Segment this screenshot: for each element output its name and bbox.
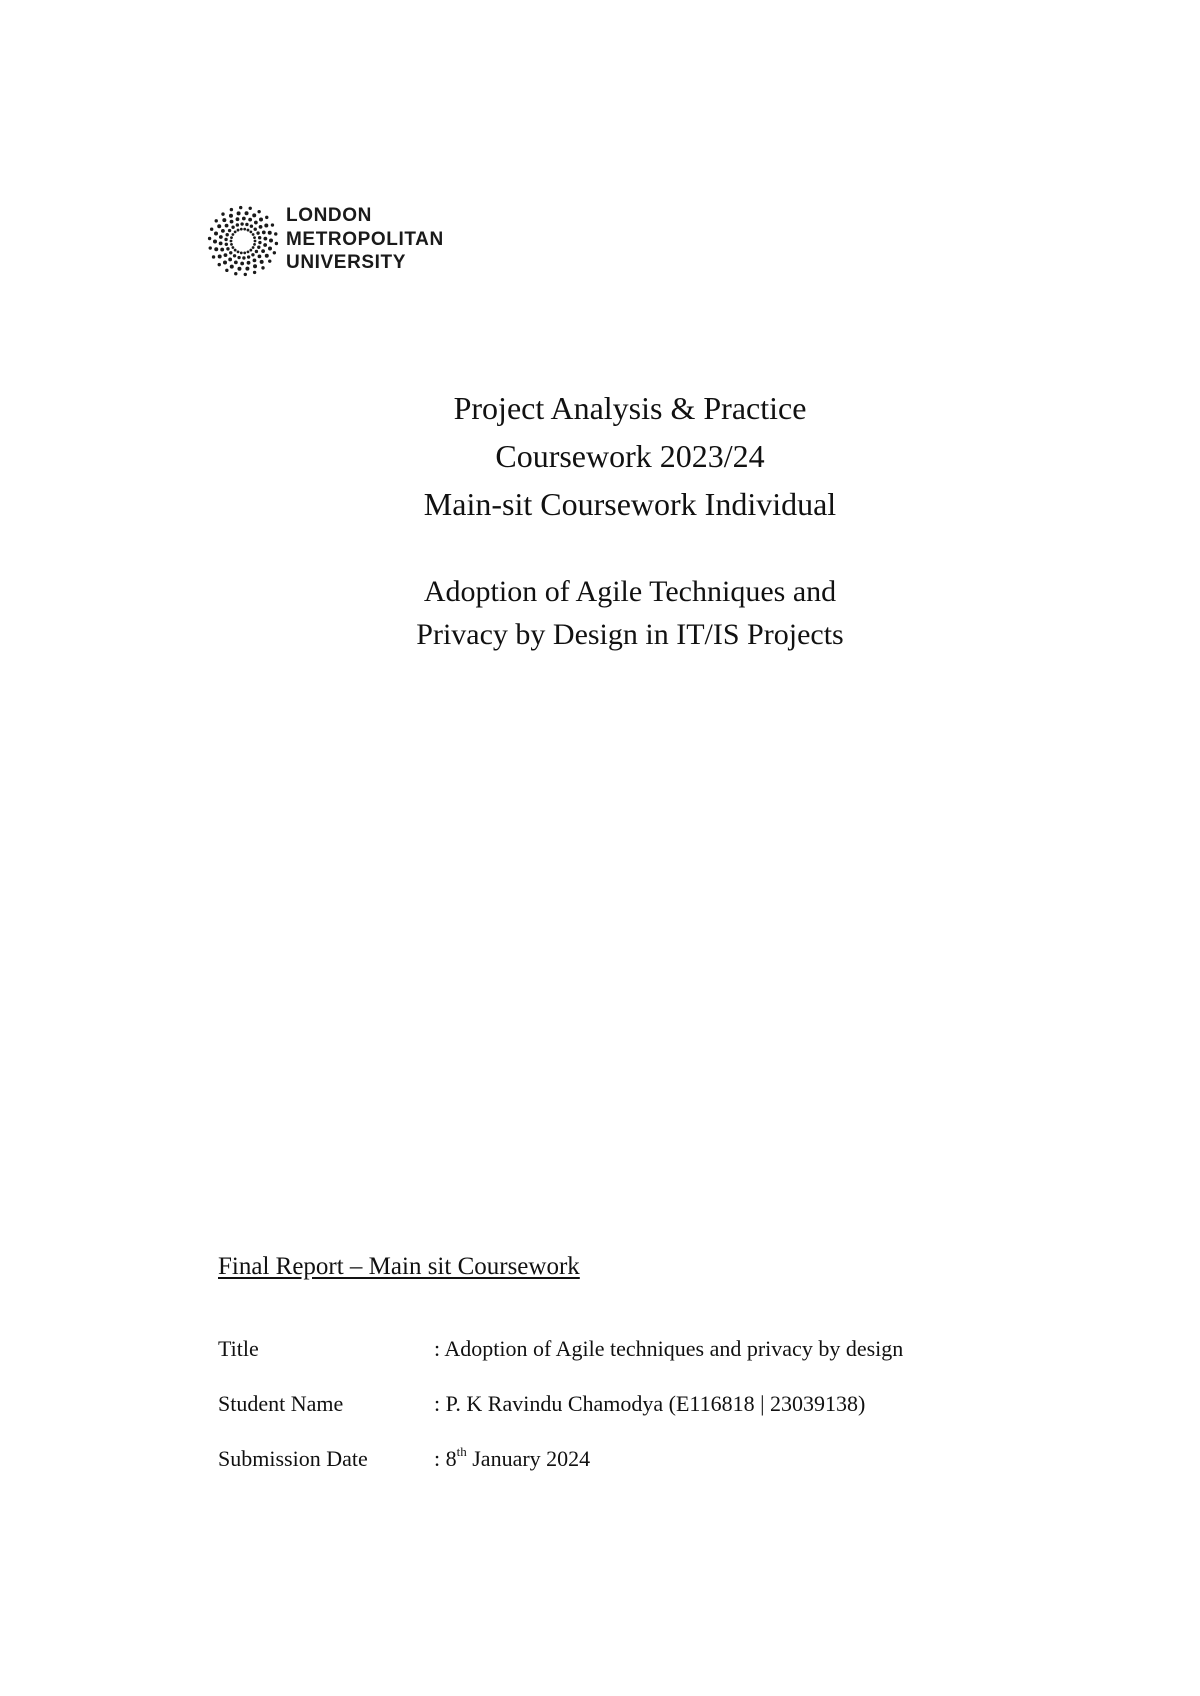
- logo-dot: [253, 271, 256, 274]
- logo-line-london: LONDON: [286, 205, 372, 226]
- logo-dot: [252, 246, 255, 249]
- logo-dot: [240, 222, 243, 225]
- logo-dot: [220, 248, 224, 252]
- date-month-year: January 2024: [466, 1446, 591, 1471]
- logo-dot: [249, 249, 252, 252]
- info-label: Student Name: [218, 1391, 344, 1416]
- logo-dot: [230, 240, 233, 243]
- logo-dot: [260, 260, 264, 264]
- logo-dot: [248, 218, 252, 222]
- logo-dot: [234, 272, 237, 275]
- logo-dot: [258, 236, 261, 239]
- logo-dot: [263, 237, 267, 241]
- logo-dot: [254, 228, 257, 231]
- logo-dot: [273, 251, 276, 254]
- logo-line-university: UNIVERSITY: [286, 252, 407, 273]
- logo-dot: [254, 240, 257, 243]
- logo-dot: [258, 254, 262, 258]
- logo-dot: [249, 231, 252, 234]
- logo-dot: [217, 224, 221, 228]
- logo-dot: [259, 225, 263, 229]
- logo-dot: [252, 233, 255, 236]
- logo-dot: [261, 266, 264, 269]
- logo-dot: [253, 258, 257, 262]
- report-subtitle: [0, 570, 1200, 656]
- logo-dot: [245, 267, 249, 271]
- logo-dot: [242, 217, 246, 221]
- logo-dot: [264, 224, 268, 228]
- logo-dot: [265, 254, 269, 258]
- logo-dot: [247, 255, 250, 258]
- logo-dot: [209, 246, 212, 249]
- logo-dot: [237, 251, 240, 254]
- date-day: : 8: [434, 1446, 457, 1471]
- logo-wordmark: [286, 204, 444, 275]
- logo-dot: [234, 249, 237, 252]
- logo-dot: [243, 251, 246, 254]
- logo-dot: [221, 212, 224, 215]
- logo-dot: [243, 228, 246, 231]
- logo-dot: [225, 269, 228, 272]
- logo-dot: [225, 233, 228, 236]
- logo-dot: [214, 232, 218, 236]
- logo-dot: [222, 218, 226, 222]
- logo-dot: [230, 243, 233, 246]
- logo-dot: [244, 273, 247, 276]
- logo-dot: [268, 246, 272, 250]
- logo-dot: [252, 213, 256, 217]
- logo-dot: [229, 251, 232, 254]
- title-line-1: Project Analysis & Practice: [453, 390, 807, 426]
- logo-dot: [261, 249, 265, 253]
- logo-dot: [231, 226, 234, 229]
- logo-dot: [208, 237, 211, 240]
- logo-dot: [232, 233, 235, 236]
- logo-dot: [240, 228, 243, 231]
- info-value: : P. K Ravindu Chamodya (E116818 | 23039138): [434, 1391, 866, 1416]
- logo-dot: [225, 243, 228, 246]
- logo-dot: [230, 220, 234, 224]
- logo-dot: [225, 224, 229, 228]
- info-value: : Adoption of Agile techniques and privacy by design: [434, 1336, 904, 1361]
- logo-dot: [226, 247, 229, 250]
- logo-dot: [254, 221, 258, 225]
- subtitle-line-2: Privacy by Design in IT/IS Projects: [416, 618, 844, 651]
- logo-dot: [257, 210, 260, 213]
- logo-dot: [237, 267, 241, 271]
- logo-dot: [259, 218, 263, 222]
- logo-dot: [237, 211, 241, 215]
- logo-dot: [233, 254, 236, 257]
- logo-dot: [245, 211, 249, 215]
- logo-dot: [256, 231, 259, 234]
- logo-dot: [228, 258, 232, 262]
- logo-dot: [237, 229, 240, 232]
- logo-dot: [250, 225, 253, 228]
- title-line-3: Main-sit Coursework Individual: [423, 486, 837, 522]
- final-report-heading: Final Report – Main sit Coursework: [218, 1253, 580, 1280]
- logo-dot: [249, 207, 252, 210]
- logo-dot: [255, 250, 258, 253]
- logo-dot: [212, 255, 215, 258]
- logo-dot: [247, 251, 250, 254]
- logo-dot: [257, 246, 260, 249]
- logo-dot: [265, 216, 268, 219]
- logo-dot: [218, 263, 221, 266]
- logo-dot: [240, 262, 244, 266]
- logo-dot: [253, 236, 256, 239]
- logo-dot: [268, 259, 271, 262]
- university-logo: [206, 200, 506, 284]
- logo-dot: [234, 260, 238, 264]
- info-value: [434, 1445, 590, 1473]
- title-line-2: Coursework 2023/24: [495, 438, 765, 474]
- logo-dot: [253, 264, 257, 268]
- date-ordinal: th: [456, 1443, 467, 1459]
- logo-dot: [214, 247, 218, 251]
- logo-dot: [274, 232, 277, 235]
- logo-dot: [275, 242, 278, 245]
- course-title: [0, 384, 1200, 528]
- logo-dot: [247, 229, 250, 232]
- logo-dot: [247, 261, 251, 265]
- logo-dot: [268, 231, 272, 235]
- logo-dot: [223, 260, 227, 264]
- logo-dot: [213, 239, 217, 243]
- logo-dot: [263, 243, 267, 247]
- logo-dot: [236, 217, 240, 221]
- logo-dot: [219, 241, 223, 245]
- logo-dot: [221, 229, 225, 233]
- info-label: Submission Date: [218, 1446, 368, 1471]
- subtitle-line-1: Adoption of Agile Techniques and: [423, 575, 837, 608]
- logo-dot: [230, 236, 233, 239]
- logo-dot: [219, 235, 223, 239]
- logo-dot: [230, 265, 234, 269]
- logo-dot: [245, 223, 248, 226]
- logo-dot: [237, 256, 240, 259]
- logo-dot: [269, 239, 273, 243]
- logo-dot: [258, 241, 261, 244]
- logo-dot: [218, 255, 222, 259]
- logo-dot: [253, 243, 256, 246]
- logo-dot: [236, 223, 239, 226]
- logo-dot: [215, 219, 218, 222]
- logo-dot: [242, 256, 245, 259]
- info-label: Title: [218, 1336, 259, 1361]
- logo-line-metropolitan: METROPOLITAN: [286, 228, 444, 250]
- logo-dot: [230, 208, 233, 211]
- logo-dot: [251, 253, 254, 256]
- logo-dot: [262, 231, 266, 235]
- logo-dot: [228, 229, 231, 232]
- logo-dot: [240, 251, 243, 254]
- logo-dot: [229, 214, 233, 218]
- logo-dot: [210, 228, 213, 231]
- logo-dot: [224, 238, 227, 241]
- logo-dot: [224, 253, 228, 257]
- logo-dot: [234, 231, 237, 234]
- logo-dot: [232, 246, 235, 249]
- starburst-dots-icon: [206, 204, 280, 278]
- logo-dot: [271, 223, 274, 226]
- logo-dot: [239, 206, 242, 209]
